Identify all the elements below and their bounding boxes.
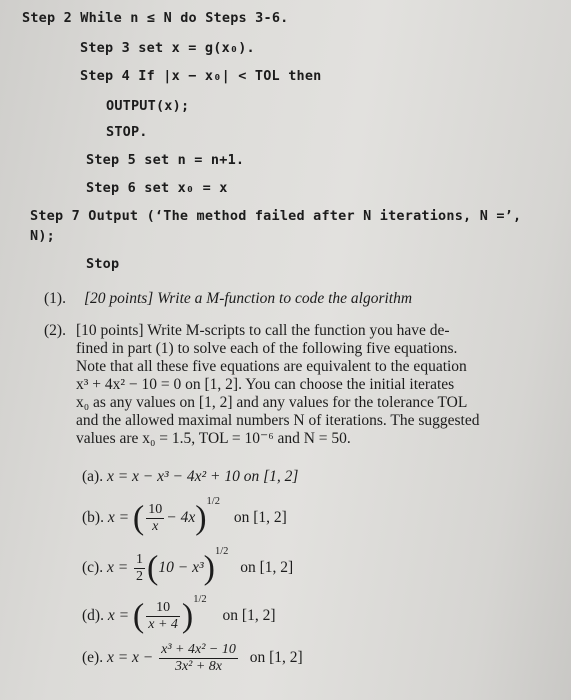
left-paren: ( (132, 499, 145, 537)
equation-a-expression: x = x − x³ − 4x² + 10 on [1, 2] (106, 468, 299, 485)
equation-e-fraction (159, 642, 238, 675)
equation-e-numerator: x³ + 4x² − 10 (161, 642, 236, 657)
step-6: Step 6 set x₀ = x (86, 180, 228, 196)
equation-d (82, 594, 276, 633)
equation-e-lhs: x = x − (106, 649, 154, 667)
equation-e-interval: on [1, 2] (249, 649, 303, 667)
equation-b-label: (b). (82, 509, 104, 526)
right-paren: ) (181, 597, 194, 635)
equation-b-exponent: 1/2 (206, 496, 220, 507)
equation-c-interval: on [1, 2] (240, 559, 294, 576)
question-1-text: [20 points] Write a M-function to code the algorithm (84, 290, 413, 307)
equation-c-exponent: 1/2 (214, 546, 229, 557)
equation-b-lhs: x = (107, 509, 130, 526)
equation-b-numerator: 10 (148, 501, 163, 517)
equation-c-numerator: 1 (136, 551, 144, 567)
equation-c-label: (c). (82, 559, 104, 576)
equation-d-denominator: x + 4 (148, 616, 178, 632)
right-paren: ) (203, 549, 215, 587)
equation-a (82, 468, 298, 486)
equation-d-numerator: 10 (156, 599, 171, 615)
output-statement: OUTPUT(x); (106, 98, 190, 114)
equation-b (82, 496, 287, 535)
step-7-line-1: Step 7 Output (‘The method failed after N iterations, N =’, (30, 208, 522, 224)
equation-c-inner: 10 − x³ (158, 559, 204, 576)
question-2-number: (2). (44, 322, 66, 339)
left-paren: ( (147, 549, 159, 587)
equation-e (82, 642, 303, 675)
equation-e-denominator: 3x² + 8x (159, 658, 238, 675)
question-2-line: Note that all these five equations are equivalent to the equation (76, 358, 467, 375)
equation-b-fraction (146, 502, 164, 535)
question-2-line: x³ + 4x² − 10 = 0 on [1, 2]. You can choose the initial iterates (76, 376, 455, 393)
question-1-number: (1). (44, 290, 66, 307)
equation-e-label: (e). (82, 649, 104, 667)
equation-b-interval: on [1, 2] (233, 509, 287, 526)
question-2-line: x₀ as any values on [1, 2] and any values for the tolerance TOL (76, 394, 468, 411)
equation-d-interval: on [1, 2] (222, 607, 276, 624)
question-2-line: [10 points] Write M-scripts to call the function you have de- (76, 322, 450, 339)
step-2: Step 2 While n ≤ N do Steps 3-6. (22, 10, 289, 26)
equation-a-label: (a). (82, 468, 104, 485)
equation-c-fraction (134, 552, 145, 585)
question-2-line: and the allowed maximal numbers N of iterations. The suggested (76, 412, 480, 429)
step-5: Step 5 set n = n+1. (86, 152, 245, 168)
question-2-text (76, 322, 546, 448)
step-7-line-2: N); (30, 228, 55, 244)
question-2-line: fined in part (1) to solve each of the following five equations. (76, 340, 458, 357)
equation-d-lhs: x = (107, 607, 130, 624)
left-paren: ( (132, 597, 145, 635)
question-2-line: values are x₀ = 1.5, TOL = 10⁻⁶ and N = 50. (76, 430, 351, 447)
equation-b-denominator: x (146, 518, 164, 535)
step-4: Step 4 If |x − x₀| < TOL then (80, 68, 322, 84)
equation-d-fraction (146, 600, 180, 633)
stop-statement-inner: STOP. (106, 124, 148, 140)
step-3: Step 3 set x = g(x₀). (80, 40, 255, 56)
equation-c-lhs: x = (106, 559, 129, 576)
equation-c (82, 546, 293, 585)
equation-c-denominator: 2 (136, 568, 144, 584)
equation-d-exponent: 1/2 (193, 594, 207, 605)
stop-statement: Stop (86, 256, 120, 272)
right-paren: ) (195, 499, 207, 537)
equation-b-rest: − 4x (166, 509, 196, 526)
equation-d-label: (d). (82, 607, 104, 624)
